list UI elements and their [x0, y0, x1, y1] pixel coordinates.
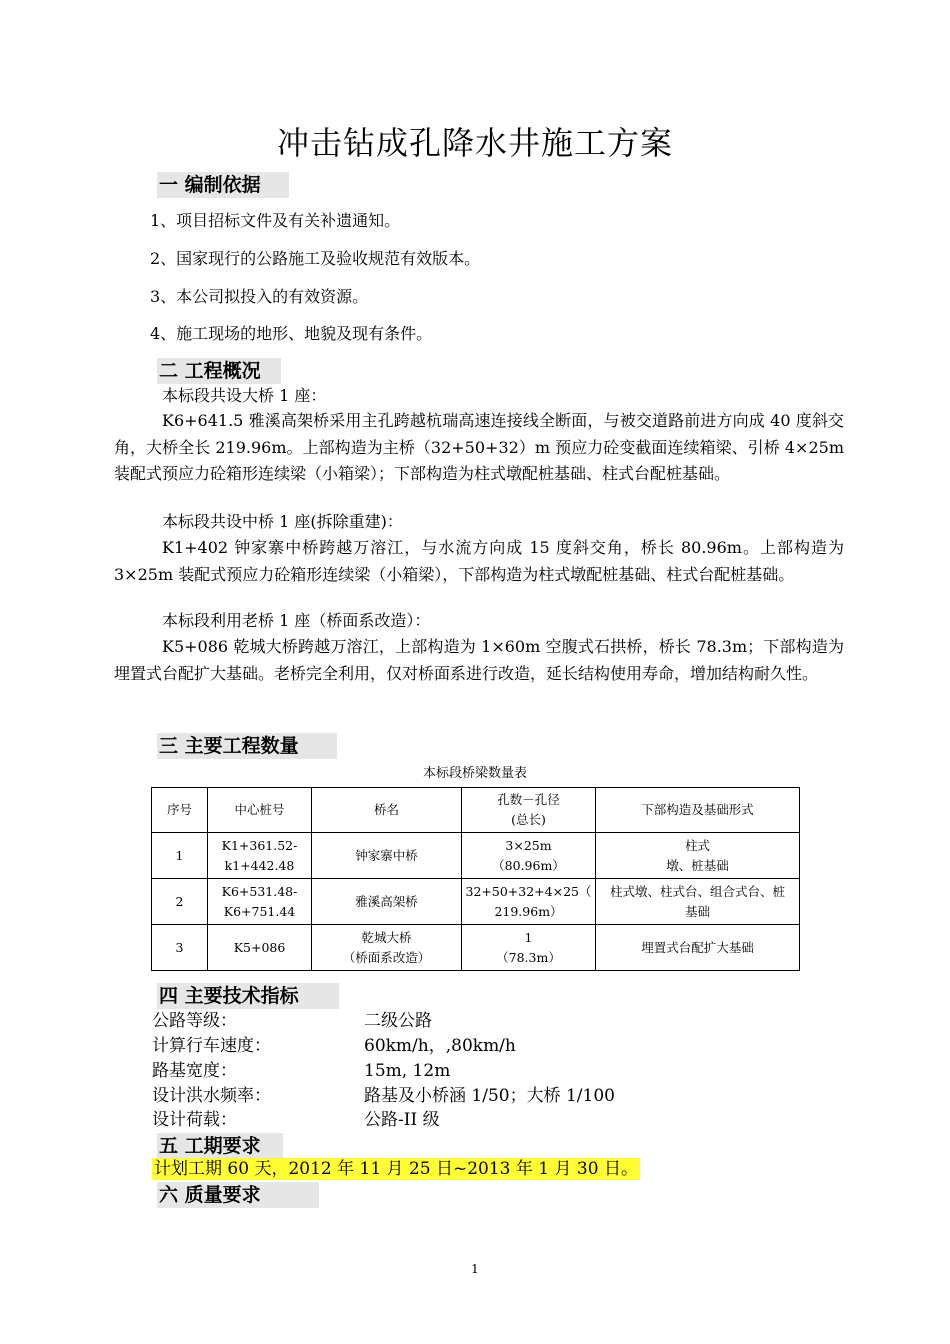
basis-item-3: 3、本公司拟投入的有效资源。	[150, 287, 369, 306]
bridge-quantity-table	[151, 787, 800, 971]
table-cell: K1+361.52- k1+442.48	[208, 833, 312, 879]
spec-row-design-speed	[152, 1034, 516, 1058]
spec-label: 设计荷载：	[152, 1110, 237, 1130]
table-cell: 柱式墩、柱式台、组合式台、桩 基础	[596, 879, 800, 925]
overview-large-bridge-intro: 本标段共设大桥 1 座：	[162, 386, 327, 405]
table-cell: 3	[152, 925, 208, 971]
table-cell: 1 （78.3m）	[462, 925, 596, 971]
table-header-row	[152, 788, 800, 833]
header-cell: 序号	[152, 788, 208, 833]
header-cell: 桥名	[312, 788, 462, 833]
overview-old-bridge-desc: K5+086 乾城大桥跨越万溶江，上部构造为 1×60m 空腹式石拱桥，桥长 78.3m；下部构造为埋置式台配扩大基础。老桥完全利用，仅对桥面系进行改造，延长结构使用寿命，增加结构耐久性。	[114, 637, 844, 683]
spec-value: 公路-II 级	[364, 1110, 440, 1130]
section-heading-tech-indicators: 四 主要技术指标	[157, 983, 339, 1009]
spec-row-road-grade	[152, 1009, 432, 1033]
spec-row-subgrade-width	[152, 1059, 451, 1083]
overview-medium-bridge-intro: 本标段共设中桥 1 座(拆除重建)：	[162, 512, 403, 531]
schedule-highlight-text: 计划工期 60 天，2012 年 11 月 25 日~2013 年 1 月 30 日。	[154, 1159, 638, 1179]
document-title: 冲击钻成孔降水井施工方案	[276, 124, 673, 162]
section-heading-basis: 一 编制依据	[157, 172, 289, 198]
table-cell: 2	[152, 879, 208, 925]
table-cell: 钟家寨中桥	[312, 833, 462, 879]
basis-item-2: 2、国家现行的公路施工及验收规范有效版本。	[150, 249, 481, 268]
table-cell: 1	[152, 833, 208, 879]
spec-value: 60km/h，,80km/h	[364, 1036, 516, 1056]
spec-label: 设计洪水频率：	[152, 1086, 271, 1106]
overview-large-bridge-desc: K6+641.5 雅溪高架桥采用主孔跨越杭瑞高速连接线全断面，与被交道路前进方向成 40 度斜交角，大桥全长 219.96m。上部构造为主桥（32+50+32）m 预应力砼变截面连续箱梁、引桥 4×25m 装配式预应力砼箱形连续梁（小箱梁）；下部构造为柱式墩配桩基础、柱式台配桩基础。	[114, 411, 844, 483]
overview-medium-bridge-desc: K1+402 钟家寨中桥跨越万溶江，与水流方向成 15 度斜交角，桥长 80.96m。上部构造为 3×25m 装配式预应力砼箱形连续梁（小箱梁），下部构造为柱式墩配桩基础、柱式台配桩基础。	[114, 538, 844, 584]
table-cell: 柱式 墩、桩基础	[596, 833, 800, 879]
spec-label: 公路等级：	[152, 1011, 237, 1031]
section-heading-overview: 二 工程概况	[157, 358, 281, 384]
section-heading-quality: 六 质量要求	[157, 1182, 319, 1208]
header-cell: 下部构造及基础形式	[596, 788, 800, 833]
overview-old-bridge-intro: 本标段利用老桥 1 座（桥面系改造）：	[162, 611, 431, 630]
spec-label: 路基宽度：	[152, 1061, 237, 1081]
page-number: 1	[471, 1262, 479, 1276]
spec-row-design-load	[152, 1108, 440, 1132]
table-cell: 埋置式台配扩大基础	[596, 925, 800, 971]
table-row	[152, 833, 800, 879]
spec-row-flood-frequency	[152, 1084, 615, 1108]
table-cell: 32+50+32+4×25（ 219.96m）	[462, 879, 596, 925]
table-cell: 雅溪高架桥	[312, 879, 462, 925]
table-caption: 本标段桥梁数量表	[422, 766, 527, 781]
spec-value: 15m, 12m	[364, 1061, 451, 1081]
spec-label: 计算行车速度：	[152, 1036, 271, 1056]
section-heading-quantities: 三 主要工程数量	[157, 733, 337, 759]
section-heading-schedule: 五 工期要求	[157, 1133, 283, 1159]
table-cell: K5+086	[208, 925, 312, 971]
table-cell: 3×25m （80.96m）	[462, 833, 596, 879]
header-cell: 孔数－孔径 (总长)	[462, 788, 596, 833]
table-row	[152, 925, 800, 971]
table-cell: K6+531.48- K6+751.44	[208, 879, 312, 925]
basis-item-1: 1、项目招标文件及有关补遗通知。	[150, 211, 401, 230]
spec-value: 二级公路	[364, 1011, 432, 1031]
basis-item-4: 4、施工现场的地形、地貌及现有条件。	[150, 324, 433, 343]
table-cell: 乾城大桥 （桥面系改造）	[312, 925, 462, 971]
spec-value: 路基及小桥涵 1/50；大桥 1/100	[364, 1086, 615, 1106]
table-row	[152, 879, 800, 925]
header-cell: 中心桩号	[208, 788, 312, 833]
